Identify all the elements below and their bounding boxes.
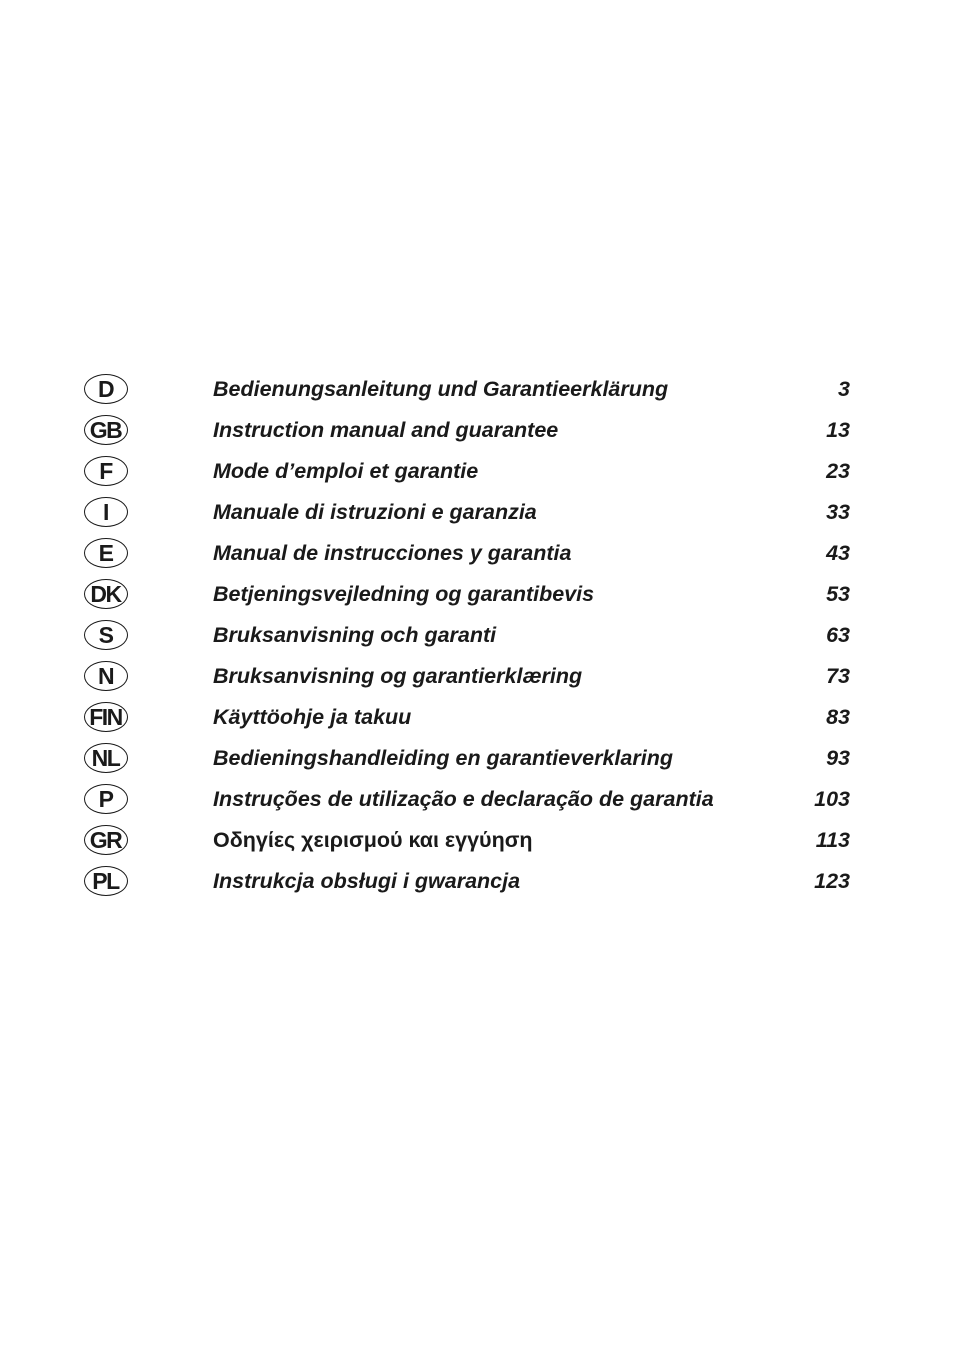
language-code-badge: PL — [84, 866, 128, 896]
toc-row-gr[interactable] — [84, 821, 854, 862]
toc-row-d[interactable] — [84, 370, 854, 411]
toc-entry-title: Bedieningshandleiding en garantieverklaring — [213, 746, 673, 770]
language-code-badge: N — [84, 661, 128, 691]
toc-entry-page-number: 103 — [814, 787, 850, 811]
toc-row-gb[interactable] — [84, 411, 854, 452]
toc-row-fin[interactable] — [84, 698, 854, 739]
toc-row-p[interactable] — [84, 780, 854, 821]
toc-entry-page-number: 3 — [838, 377, 850, 401]
toc-row-dk[interactable] — [84, 575, 854, 616]
toc-row-s[interactable] — [84, 616, 854, 657]
toc-row-i[interactable] — [84, 493, 854, 534]
toc-entry-title: Betjeningsvejledning og garantibevis — [213, 582, 595, 606]
toc-entry-title: Bedienungsanleitung und Garantieerklärung — [213, 377, 669, 401]
toc-entry-title: Bruksanvisning och garanti — [213, 623, 497, 647]
language-code-badge: FIN — [84, 702, 128, 732]
toc-row-pl[interactable] — [84, 862, 854, 903]
toc-entry-page-number: 83 — [826, 705, 850, 729]
language-code-badge: F — [84, 456, 128, 486]
toc-entry-page-number: 13 — [826, 418, 850, 442]
toc-row-n[interactable] — [84, 657, 854, 698]
toc-entry-page-number: 43 — [826, 541, 850, 565]
toc-entry-page-number: 123 — [814, 869, 850, 893]
toc-entry-page-number: 93 — [826, 746, 850, 770]
toc-entry-title: Instrukcja obsługi i gwarancja — [213, 869, 521, 893]
toc-entry-title: Manuale di istruzioni e garanzia — [213, 500, 537, 524]
language-code-badge: P — [84, 784, 128, 814]
toc-entry-page-number: 73 — [826, 664, 850, 688]
language-code-badge: S — [84, 620, 128, 650]
toc-entry-title: Instruction manual and guarantee — [213, 418, 559, 442]
toc-entry-page-number: 63 — [826, 623, 850, 647]
language-code-badge: E — [84, 538, 128, 568]
language-code-badge: NL — [84, 743, 128, 773]
toc-entry-title: Οδηγίες χειρισμού και εγγύηση — [213, 828, 533, 852]
toc-row-nl[interactable] — [84, 739, 854, 780]
toc-entry-title: Käyttöohje ja takuu — [213, 705, 412, 729]
language-code-badge: I — [84, 497, 128, 527]
table-of-contents — [84, 370, 854, 903]
toc-entry-page-number: 33 — [826, 500, 850, 524]
language-code-badge: D — [84, 374, 128, 404]
language-code-badge: DK — [84, 579, 128, 609]
toc-entry-title: Manual de instrucciones y garantia — [213, 541, 572, 565]
toc-entry-title: Mode d’emploi et garantie — [213, 459, 479, 483]
toc-entry-page-number: 53 — [826, 582, 850, 606]
toc-entry-page-number: 113 — [815, 828, 850, 852]
language-code-badge: GR — [84, 825, 128, 855]
toc-row-e[interactable] — [84, 534, 854, 575]
toc-entry-title: Instruções de utilização e declaração de garantia — [213, 787, 714, 811]
toc-row-f[interactable] — [84, 452, 854, 493]
language-code-badge: GB — [84, 415, 128, 445]
toc-entry-page-number: 23 — [826, 459, 850, 483]
toc-entry-title: Bruksanvisning og garantierklæring — [213, 664, 583, 688]
